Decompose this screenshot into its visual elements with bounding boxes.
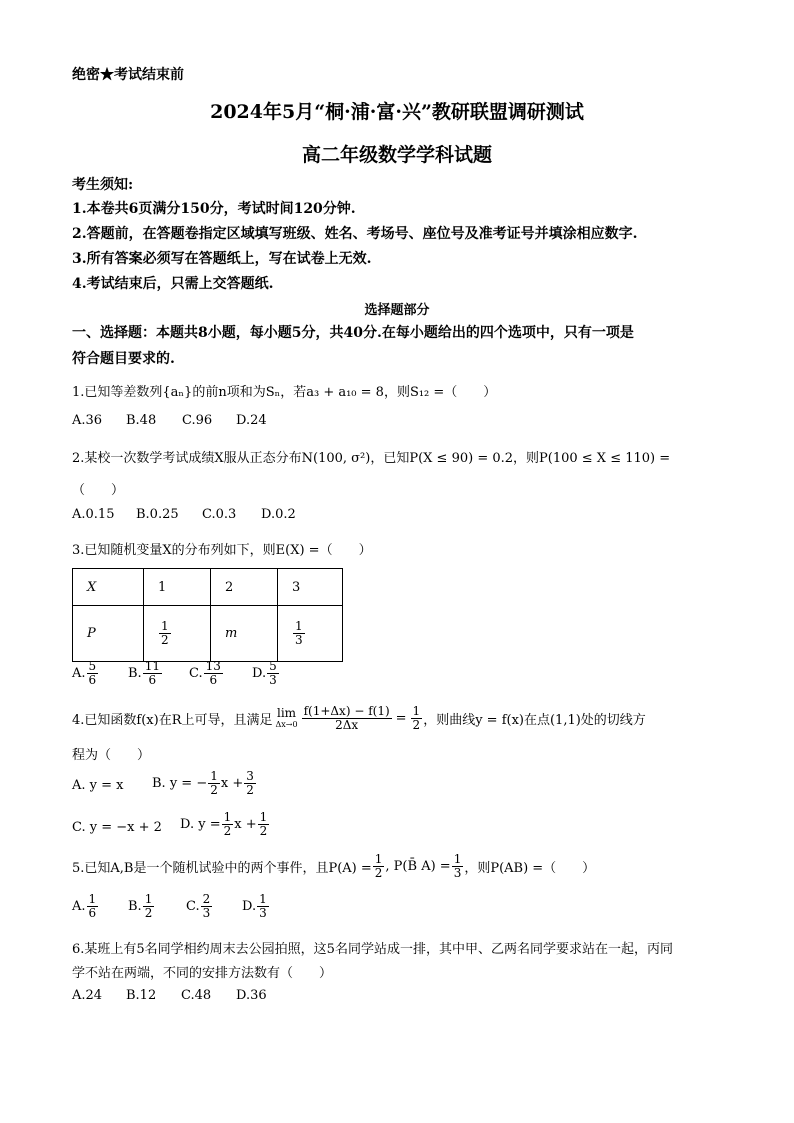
question-2-option-d: D.0.2 [261, 507, 296, 522]
question-4-option-a: A. y = x [72, 778, 124, 793]
table-prob-1: $\frac{1}{2}$ [144, 606, 211, 662]
section-instruction-line1: 一、选择题：本题共8小题，每小题5分，共40分.在每小题给出的四个选项中，只有一项是 [72, 325, 634, 341]
question-5-option-a: A. $\frac{1}{6}$ [72, 892, 97, 920]
table-cell-3: 3 [278, 569, 343, 606]
question-4-pre: 4.已知函数f(x)在R上可导，且满足 [72, 713, 273, 728]
table-cell-1: 1 [144, 569, 211, 606]
question-4-option-d: D. y = $\frac{1}{2}$ x + $\frac{1}{2}$ [180, 810, 268, 838]
notice-item-1: 1.本卷共6页满分150分，考试时间120分钟. [72, 201, 356, 217]
table-prob-m: m [211, 606, 278, 662]
question-4-option-b: B. y = − $\frac{1}{2}$ x + $\frac{3}{2}$ [152, 769, 254, 797]
question-1-option-c: C.96 [182, 413, 213, 428]
confidential-label: 绝密★考试结束前 [72, 67, 184, 83]
question-1-option-d: D.24 [236, 413, 267, 428]
question-1-option-a: A.36 [72, 413, 103, 428]
question-2-line2: （ ） [72, 483, 125, 498]
question-3-option-d: D. $\frac{5}{3}$ [252, 659, 277, 687]
question-3-text: 3.已知随机变量X的分布列如下，则E(X) =（ ） [72, 543, 372, 558]
question-2-line1: 2.某校一次数学考试成绩X服从正态分布N(100, σ²)，已知P(X ≤ 90) = 0.2，则P(100 ≤ X ≤ 110) = [72, 451, 671, 466]
question-1-option-b: B.48 [126, 413, 157, 428]
limit-expression: lim Δx→0 [275, 705, 298, 729]
notice-heading: 考生须知: [72, 177, 134, 193]
question-1-text: 1.已知等差数列{aₙ}的前n项和为Sₙ，若a₃ + a₁₀ = 8，则S₁₂ =（ ） [72, 385, 497, 400]
section-instruction-line2: 符合题目要求的. [72, 351, 175, 367]
notice-item-4: 4.考试结束后，只需上交答题纸. [72, 276, 274, 292]
question-3-option-b: B. $\frac{11}{6}$ [128, 659, 160, 687]
section-title: 选择题部分 [364, 303, 430, 318]
question-5-option-d: D. $\frac{1}{3}$ [242, 892, 267, 920]
notice-item-3: 3.所有答案必须写在答题纸上，写在试卷上无效. [72, 251, 372, 267]
question-2-option-a: A.0.15 [72, 507, 115, 522]
notice-item-2: 2.答题前，在答题卷指定区域填写班级、姓名、考场号、座位号及准考证号并填涂相应数字. [72, 226, 638, 242]
question-4-option-c: C. y = −x + 2 [72, 820, 162, 835]
question-5-option-b: B. $\frac{1}{2}$ [128, 892, 153, 920]
question-3-option-a: A. $\frac{5}{6}$ [72, 659, 97, 687]
question-5-text: 5.已知A,B是一个随机试验中的两个事件，且P(A) = $\frac{1}{2}$ , P(B̄ A) = $\frac{1}{3}$ ，则P(AB) =（ ） [72, 852, 596, 880]
question-5-option-c: C. $\frac{2}{3}$ [186, 892, 211, 920]
table-cell-2: 2 [211, 569, 278, 606]
question-2-option-b: B.0.25 [136, 507, 179, 522]
question-6-option-d: D.36 [236, 988, 267, 1003]
question-4-post: ，则曲线y = f(x)在点(1,1)处的切线方 [423, 713, 646, 728]
question-6-option-a: A.24 [72, 988, 103, 1003]
table-header-x: X [73, 569, 144, 606]
question-6-line2: 学不站在两端，不同的安排方法数有（ ） [72, 966, 333, 981]
table-prob-3: $\frac{1}{3}$ [278, 606, 343, 662]
question-6-option-b: B.12 [126, 988, 157, 1003]
exam-title: 2024年5月“桐·浦·富·兴”教研联盟调研测试 [210, 101, 584, 123]
question-4-line1: 4.已知函数f(x)在R上可导，且满足 lim Δx→0 $\frac{f(1+\Delta x) - f(1)}{2\Delta x}$ = $\frac{1}{2}$ ，则曲线y = f(x)在点(1,1)处的切线方 [72, 704, 646, 732]
question-3-option-c: C. $\frac{13}{6}$ [189, 659, 221, 687]
question-6-line1: 6.某班上有5名同学相约周末去公园拍照，这5名同学站成一排，其中甲、乙两名同学要求站在一起，丙同 [72, 942, 673, 957]
question-2-option-c: C.0.3 [202, 507, 237, 522]
question-4-line2: 程为（ ） [72, 748, 151, 763]
table-row-label-p: P [73, 606, 144, 662]
exam-subtitle: 高二年级数学学科试题 [301, 144, 492, 166]
distribution-table [72, 568, 343, 662]
question-6-option-c: C.48 [181, 988, 212, 1003]
